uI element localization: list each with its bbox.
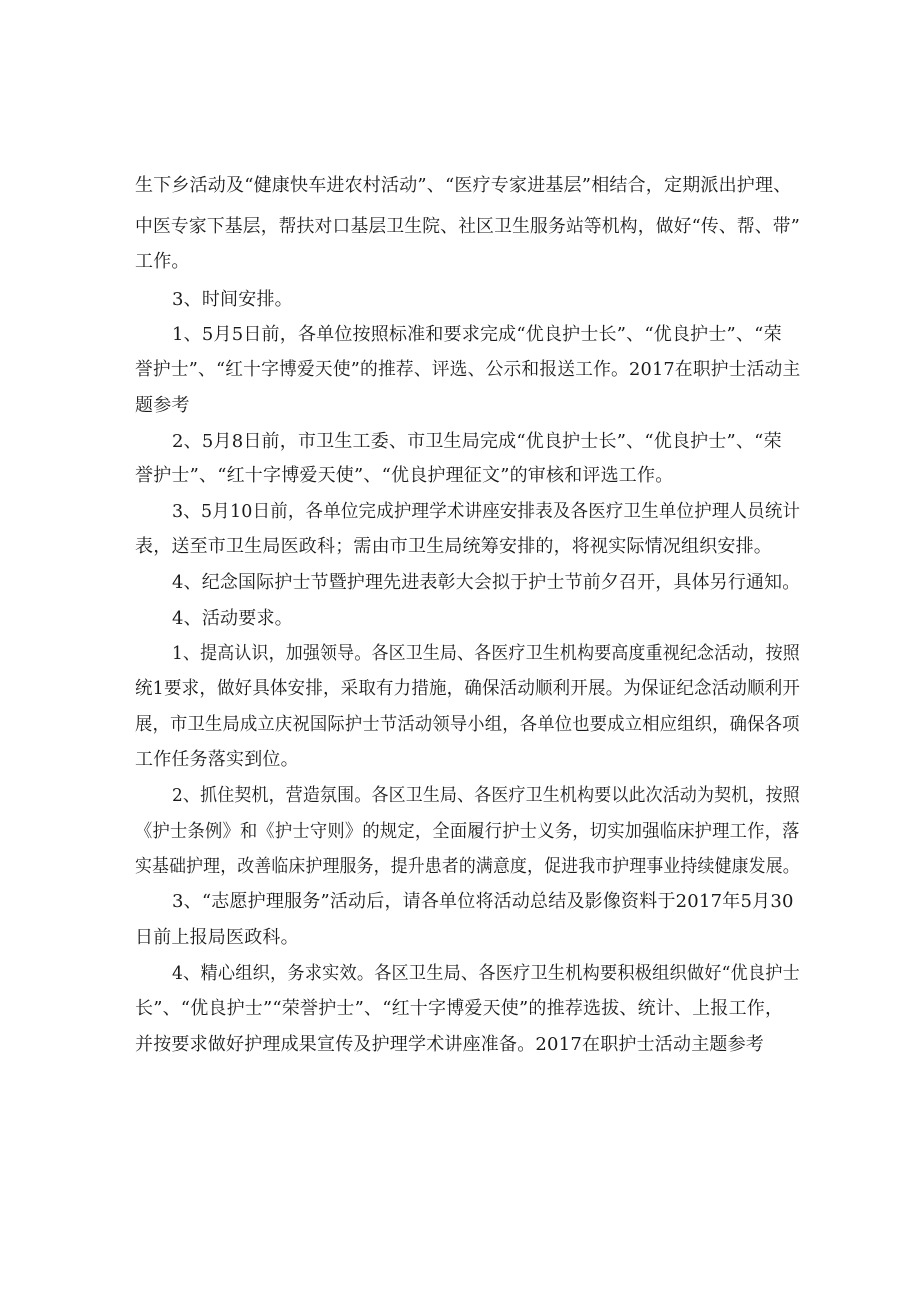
text-line-7: 题参考: [135, 395, 190, 416]
text-line-4: 3、时间安排。: [172, 289, 293, 310]
text-line-25: 并按要求做好护理成果宣传及护理学术讲座准备。2017在职护士活动主题参考: [135, 1034, 765, 1055]
text-line-24: 长”、“优良护士”“荣誉护士”、“红十字博爱天使”的推荐选拔、统计、上报工作，: [135, 998, 784, 1019]
text-line-17: 工作任务落实到位。: [135, 749, 299, 770]
text-line-2: 中医专家下基层，帮扶对口基层卫生院、社区卫生服务站等机构，做好“传、帮、带”: [135, 216, 800, 237]
text-line-5: 1、5月5日前，各单位按照标准和要求完成“优良护士长”、“优良护士”、“荣: [172, 324, 782, 345]
text-line-19: 《护士条例》和《护士守则》的规定，全面履行护士义务，切实加强临床护理工作，落: [135, 821, 800, 842]
text-line-10: 3、5月10日前，各单位完成护理学术讲座安排表及各医疗卫生单位护理人员统计: [172, 501, 801, 522]
text-line-12: 4、纪念国际护士节暨护理先进表彰大会拟于护士节前夕召开，具体另行通知。: [172, 572, 801, 593]
text-line-15: 统1要求，做好具体安排，采取有力措施，确保活动顺利开展。为保证纪念活动顺利开: [135, 678, 801, 699]
text-line-13: 4、活动要求。: [172, 608, 293, 629]
text-line-16: 展，市卫生局成立庆祝国际护士节活动领导小组，各单位也要成立相应组织，确保各项: [135, 714, 800, 735]
text-line-21: 3、“志愿护理服务”活动后，请各单位将活动总结及影像资料于2017年5月30: [172, 891, 794, 912]
text-line-1: 生下乡活动及“健康快车进农村活动”、“医疗专家进基层”相结合，定期派出护理、: [135, 175, 792, 196]
text-line-22: 日前上报局医政科。: [135, 927, 299, 948]
text-line-8: 2、5月8日前，市卫生工委、市卫生局完成“优良护士长”、“优良护士”、“荣: [172, 431, 782, 452]
text-line-20: 实基础护理，改善临床护理服务，提升患者的满意度，促进我市护理事业持续健康发展。: [135, 856, 800, 877]
text-line-18: 2、抓住契机，营造氛围。各区卫生局、各医疗卫生机构要以此次活动为契机，按照: [172, 785, 800, 806]
text-line-14: 1、提高认识，加强领导。各区卫生局、各医疗卫生机构要高度重视纪念活动，按照: [172, 643, 800, 664]
text-line-23: 4、精心组织，务求实效。各区卫生局、各医疗卫生机构要积极组织做好“优良护士: [172, 963, 801, 984]
text-line-9: 誉护士”、“红十字博爱天使”、“优良护理征文”的审核和评选工作。: [135, 465, 674, 486]
text-line-6: 誉护士”、“红十字博爱天使”的推荐、评选、公示和报送工作。2017在职护士活动主: [135, 359, 801, 380]
text-line-3: 工作。: [135, 251, 190, 272]
text-line-11: 表，送至市卫生局医政科；需由市卫生局统筹安排的，将视实际情况组织安排。: [135, 536, 772, 557]
